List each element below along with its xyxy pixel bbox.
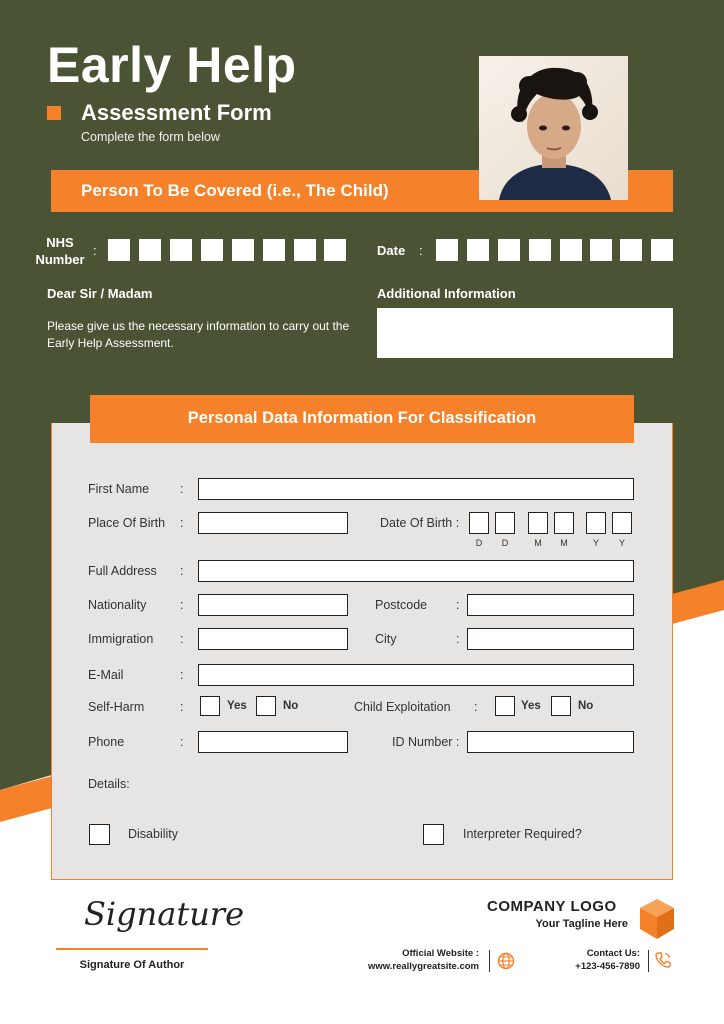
dob-letter: Y [592,538,600,548]
phone-icon [654,951,672,969]
nhs-label-line2: Number [35,252,85,267]
self-harm-no-checkbox[interactable] [256,696,276,716]
dob-day-box[interactable] [469,512,489,534]
nhs-number-label [30,234,90,268]
personal-data-banner-text: Personal Data Information For Classification [187,409,537,427]
website-url[interactable]: www.reallygreatsite.com [367,961,479,972]
colon: : [456,632,460,646]
date-digit-box[interactable] [620,239,642,261]
contact-label: Contact Us: [586,948,640,959]
full-address-input[interactable] [198,560,634,582]
immigration-label: Immigration [88,632,154,646]
colon: : [180,564,184,578]
yes-label: Yes [227,700,247,712]
colon: : [180,735,184,749]
nationality-label: Nationality [88,598,147,612]
disability-checkbox[interactable] [89,824,110,845]
nhs-digit-box[interactable] [263,239,285,261]
dob-letter: Y [618,538,626,548]
nhs-digit-box[interactable] [294,239,316,261]
page-title: Early Help [47,37,297,93]
exploitation-yes-checkbox[interactable] [495,696,515,716]
globe-icon [497,952,515,970]
no-label: No [283,700,299,712]
first-name-input[interactable] [198,478,634,500]
orange-square-bullet [47,106,61,120]
date-digit-box[interactable] [436,239,458,261]
date-digit-box[interactable] [498,239,520,261]
contact-phone[interactable]: +123-456-7890 [575,961,640,972]
colon: : [456,598,460,612]
interpreter-checkbox[interactable] [423,824,444,845]
signature-of-author-label: Signature Of Author [79,959,185,971]
footer-divider [489,950,490,972]
date-digit-box[interactable] [590,239,612,261]
yes-label: Yes [521,700,541,712]
dob-month-box[interactable] [554,512,574,534]
date-digit-box[interactable] [529,239,551,261]
self-harm-label: Self-Harm [88,700,145,714]
nationality-input[interactable] [198,594,348,616]
additional-info-label: Additional Information [377,286,516,301]
nhs-digit-box[interactable] [201,239,223,261]
nhs-digit-box[interactable] [170,239,192,261]
details-label: Details: [88,777,130,791]
additional-info-input[interactable] [377,308,673,358]
nhs-digit-box[interactable] [139,239,161,261]
date-of-birth-label: Date Of Birth : [380,516,460,530]
exploitation-no-checkbox[interactable] [551,696,571,716]
phone-input[interactable] [198,731,348,753]
signature-script: Signature [84,895,245,933]
colon: : [180,482,184,496]
email-input[interactable] [198,664,634,686]
place-of-birth-label: Place Of Birth [88,516,166,530]
city-label: City [375,632,397,646]
dear-sir-label: Dear Sir / Madam [47,286,153,301]
dob-letter: M [534,538,543,548]
intro-paragraph: Please give us the necessary information to carry out the Early Help Assessment. [47,319,350,350]
disability-label: Disability [128,827,179,841]
cube-logo-icon [638,897,676,941]
signature-line [56,948,208,950]
place-of-birth-input[interactable] [198,512,348,534]
nhs-digit-box[interactable] [108,239,130,261]
person-banner-text: Person To Be Covered (i.e., The Child) [81,181,389,200]
date-label: Date [377,243,406,258]
colon: : [180,700,184,714]
nhs-colon: : [93,243,97,258]
nhs-digit-box[interactable] [324,239,346,261]
date-digit-box[interactable] [467,239,489,261]
dob-letter: D [501,538,510,548]
phone-label: Phone [88,735,125,749]
id-number-input[interactable] [467,731,634,753]
dob-letter: D [475,538,484,548]
dob-year-box[interactable] [612,512,632,534]
page-subtext: Complete the form below [81,130,220,144]
colon: : [474,700,478,714]
email-label: E-Mail [88,668,124,682]
full-address-label: Full Address [88,564,157,578]
date-digit-box[interactable] [651,239,673,261]
colon: : [180,632,184,646]
date-digit-box[interactable] [560,239,582,261]
immigration-input[interactable] [198,628,348,650]
nhs-digit-box[interactable] [232,239,254,261]
page-subtitle: Assessment Form [81,100,272,125]
dob-month-box[interactable] [528,512,548,534]
city-input[interactable] [467,628,634,650]
company-logo-text: COMPANY LOGO [487,898,617,915]
postcode-input[interactable] [467,594,634,616]
date-colon: : [419,243,423,258]
interpreter-label: Interpreter Required? [463,827,582,841]
company-tagline: Your Tagline Here [535,918,628,930]
dob-day-box[interactable] [495,512,515,534]
colon: : [180,668,184,682]
website-label: Official Website : [402,948,479,959]
no-label: No [578,700,594,712]
dob-letter: M [560,538,569,548]
nhs-label-line1: NHS [46,235,74,250]
colon: : [180,516,184,530]
id-number-label: ID Number : [392,735,460,749]
first-name-label: First Name [88,482,150,496]
self-harm-yes-checkbox[interactable] [200,696,220,716]
child-exploitation-label: Child Exploitation [354,700,451,714]
dob-year-box[interactable] [586,512,606,534]
colon: : [180,598,184,612]
child-photo [479,56,628,200]
postcode-label: Postcode [375,598,428,612]
footer-divider [648,950,649,972]
